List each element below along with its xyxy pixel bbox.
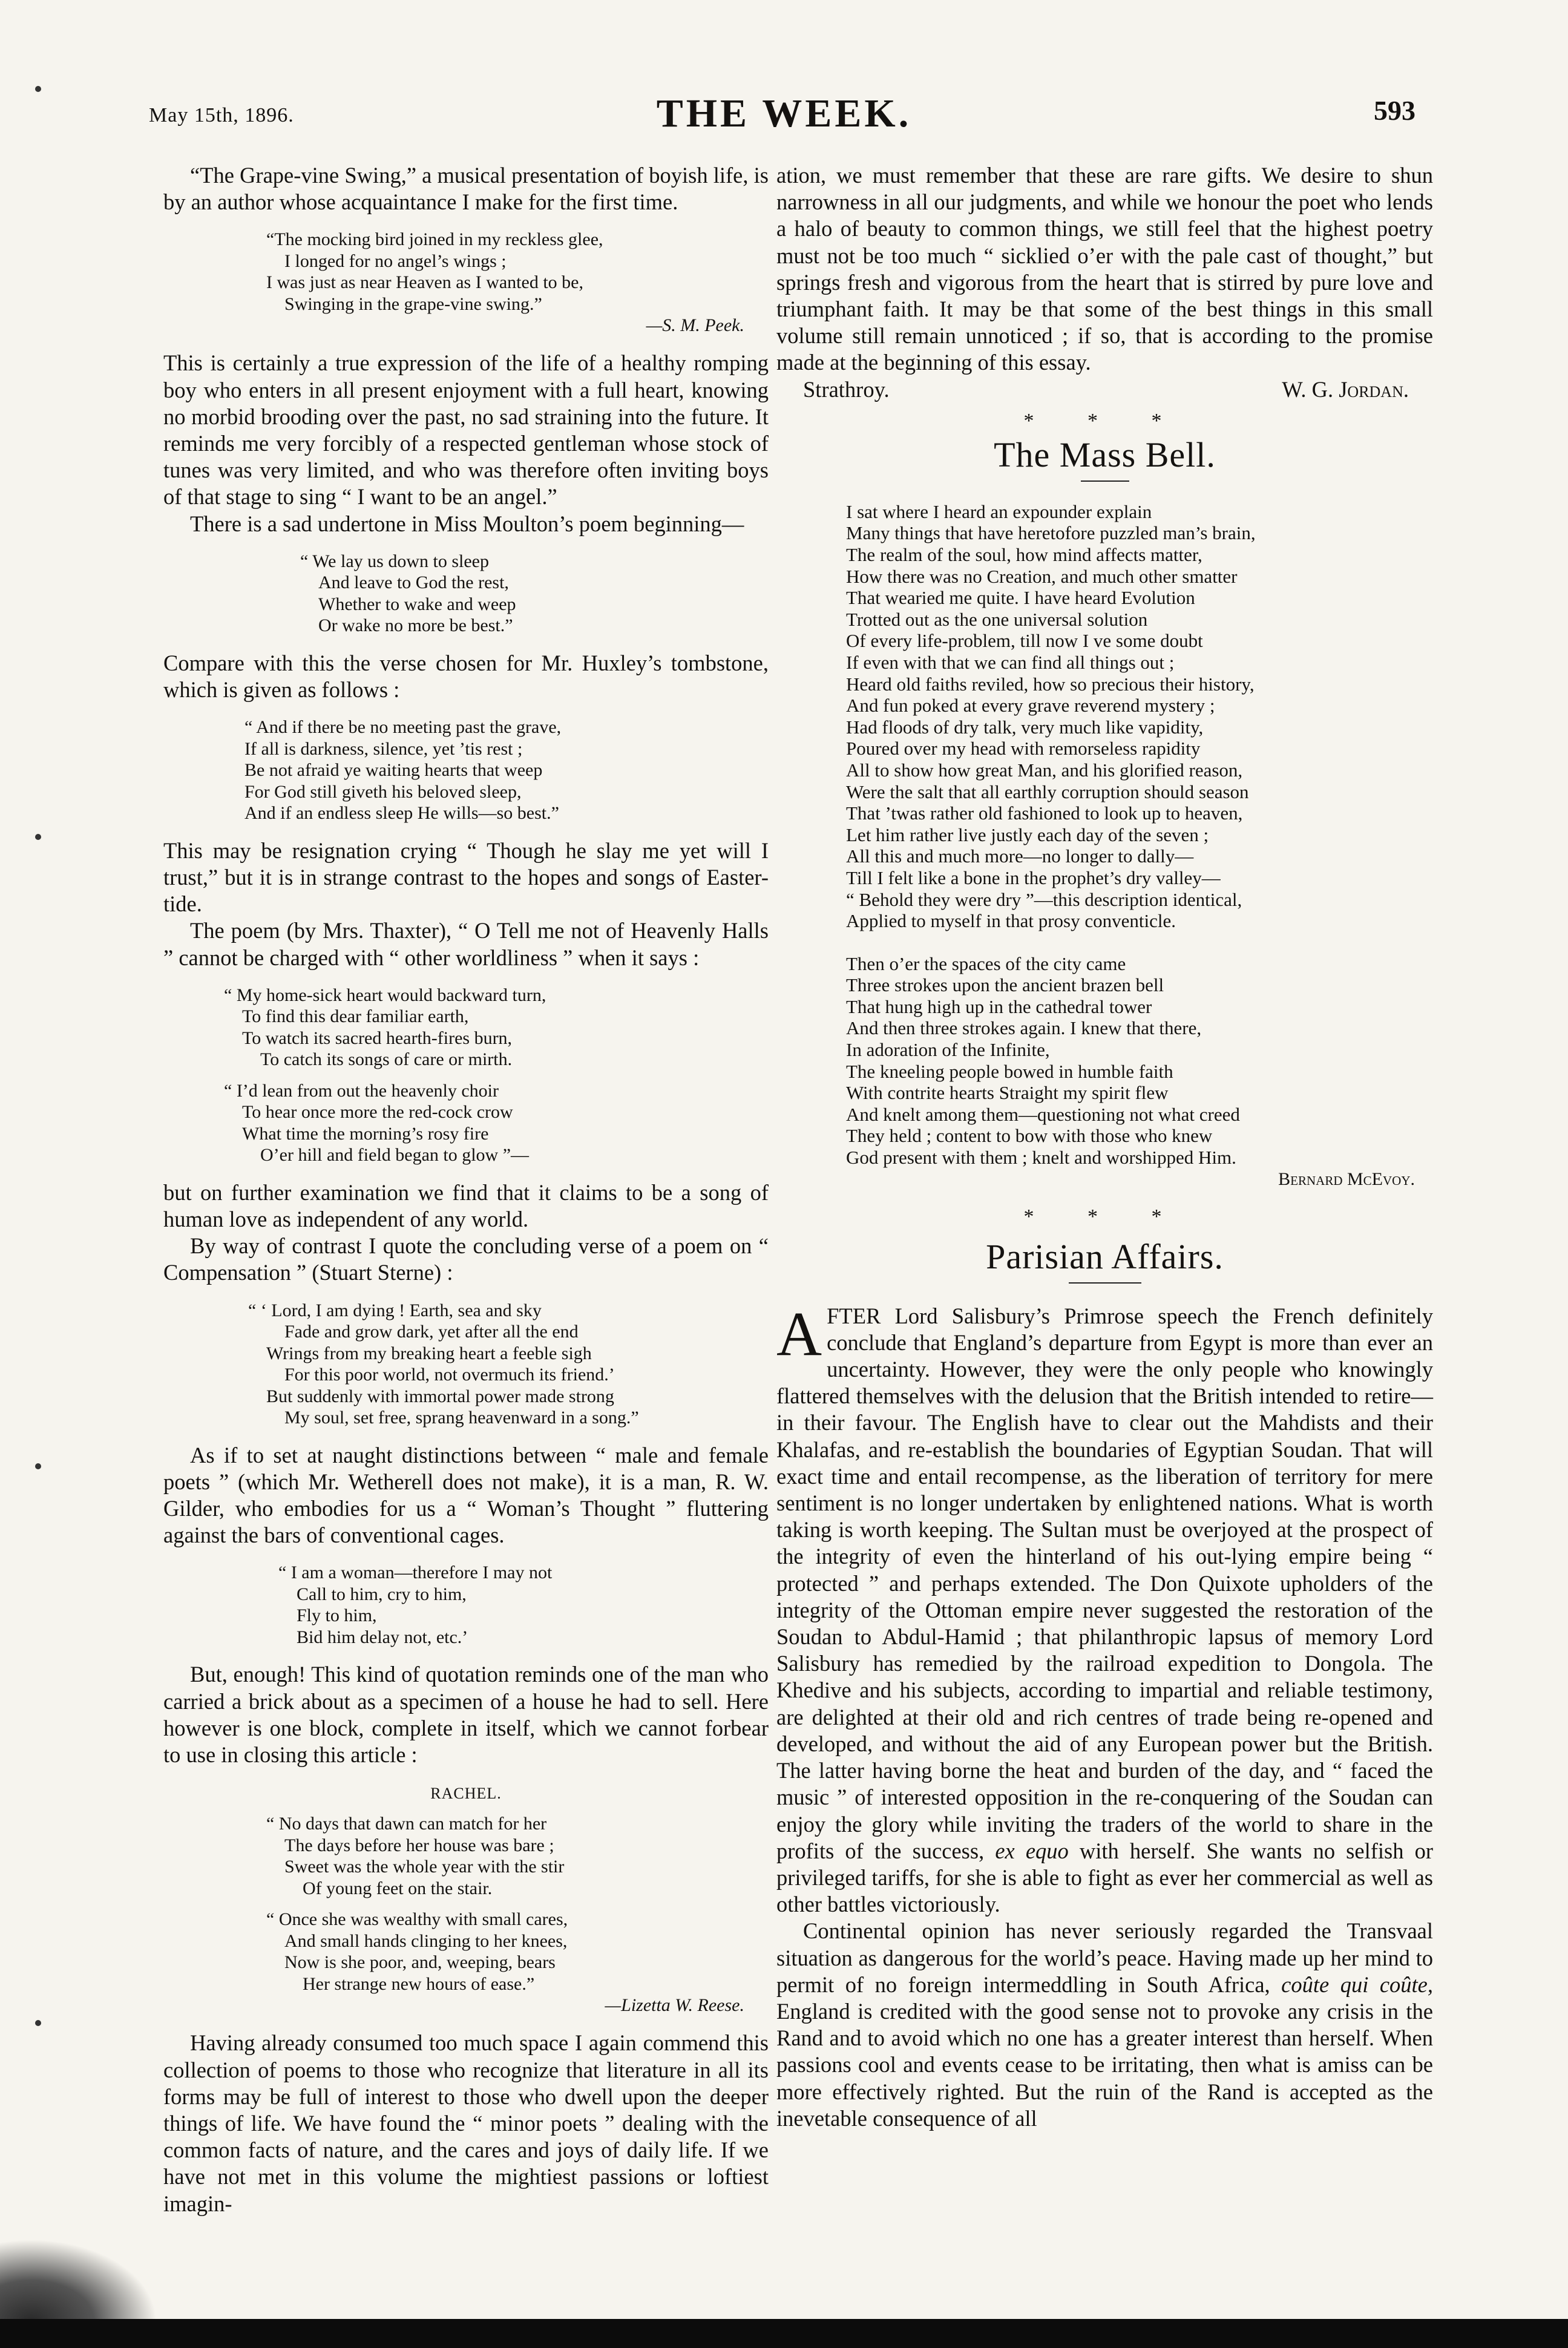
margin-speck <box>35 2020 41 2026</box>
left-column <box>163 162 769 2217</box>
margin-speck <box>35 1463 41 1469</box>
paragraph: ation, we must remember that these are rare gifts. We desire to shun narrowness in all our judgments, and while we honour the poet who lends a halo of beauty to common things, we still feel that the highest poetry must not be too much “ sicklied o’er with the pale cast of thought,” but springs fresh and vigorous from the heart that is stirred by pure love and triumphant faith. It may be that some of the best things in this small volume still remain unnoticed ; if so, that is according to the promise made at the beginning of this essay. <box>776 163 1433 375</box>
paragraph: Compare with this the verse chosen for Mr. Huxley’s tombstone, which is given as follows : <box>163 650 769 703</box>
poem-quote <box>163 717 769 824</box>
section-title: Parisian Affairs. <box>986 1236 1224 1276</box>
verse-line: Many things that have heretofore puzzled man’s brain, <box>846 522 1256 544</box>
verse-line: And then three strokes again. I knew that there, <box>846 1017 1202 1039</box>
page-number: 593 <box>1374 95 1415 126</box>
verse-line: “ My home-sick heart would backward turn, <box>224 985 546 1005</box>
margin-speck <box>35 86 41 92</box>
verse-line: I longed for no angel’s wings ; <box>284 251 507 271</box>
paragraph-emphasis: ex equo <box>995 1838 1069 1863</box>
verse-line: And knelt among them—questioning not what creed <box>846 1103 1240 1125</box>
verse-line: And if an endless sleep He wills—so best.” <box>244 803 559 824</box>
paragraph: but on further examination we find that it claims to be a song of human love as independent of any world. <box>163 1179 769 1231</box>
verse-line: My soul, set free, sprang heavenward in a song.” <box>284 1408 639 1428</box>
poem-quote <box>163 551 769 637</box>
paragraph: This is certainly a true expression of the life of a healthy romping boy who enters in all present enjoyment with a full heart, knowing no morbid brooding over the past, no sad straining into the future. It reminds me very forcibly of a respected gentleman whose stock of tunes was very limited, and who was therefore often inviting boys of that stage to sing “ I want to be an angel.” <box>163 350 769 510</box>
poem-quote <box>163 229 769 336</box>
scan-bottom-edge <box>0 2319 1568 2348</box>
verse-line: If all is darkness, silence, yet ’tis rest ; <box>244 738 523 759</box>
verse-line: “ Behold they were dry ”—this description identical, <box>846 888 1242 910</box>
paragraph: This may be resignation crying “ Though he slay me yet will I trust,” but it is in strange contrast to the hopes and songs of Easter-tide. <box>163 838 769 917</box>
paragraph <box>776 1918 1433 2132</box>
section-separator: * * * <box>1023 1205 1186 1228</box>
paragraph: By way of contrast I quote the concluding verse of a poem on “ Compensation ” (Stuart Sterne) : <box>163 1233 769 1285</box>
masthead-title: THE WEEK. <box>656 91 912 136</box>
poem-quote <box>163 1813 769 2016</box>
verse-line: To find this dear familiar earth, <box>242 1006 469 1027</box>
poem-quote <box>163 1562 769 1648</box>
verse-line: Then o’er the spaces of the city came <box>846 953 1126 974</box>
paragraph <box>776 1299 1433 1918</box>
title-rule <box>1081 480 1129 482</box>
torn-corner <box>0 2239 157 2330</box>
verse-line: “ We lay us down to sleep <box>300 551 489 571</box>
verse-line: Her strange new hours of ease.” <box>303 1973 535 1994</box>
page-header <box>0 91 1568 145</box>
verse-line: Had floods of dry talk, very much like vapidity, <box>846 716 1204 738</box>
paragraph-text: with herself. She wants no selfish or privileged tariffs, for she is able to fight as ever her commercial as well as other battles victoriously. <box>776 1838 1433 1917</box>
verse-line: If even with that we can find all things out ; <box>846 651 1175 673</box>
section-separator: * * * <box>1023 409 1186 432</box>
verse-line: Whether to wake and weep <box>318 594 516 614</box>
verse-line: “ And if there be no meeting past the grave, <box>244 717 562 738</box>
verse-line: Heard old faiths reviled, how so precious their history, <box>846 673 1255 695</box>
verse-line: Of young feet on the stair. <box>303 1878 493 1898</box>
verse-line: What time the morning’s rosy fire <box>242 1123 489 1144</box>
verse-line: O’er hill and field began to glow ”— <box>260 1145 530 1166</box>
poem-attribution: Bernard McEvoy. <box>1278 1169 1415 1189</box>
paragraph: “The Grape-vine Swing,” a musical presentation of boyish life, is by an author whose acquaintance I make for the first time. <box>163 163 769 215</box>
verse-line: To watch its sacred hearth-fires burn, <box>242 1028 513 1048</box>
verse-line: The kneeling people bowed in humble faith <box>846 1060 1173 1082</box>
verse-line: I was just as near Heaven as I wanted to be, <box>266 272 583 293</box>
verse-line: All to show how great Man, and his glorified reason, <box>846 759 1243 781</box>
verse-line: Let him rather live justly each day of the seven ; <box>846 824 1209 845</box>
verse-line: Wrings from my breaking heart a feeble sigh <box>266 1343 592 1363</box>
paragraph: But, enough! This kind of quotation reminds one of the man who carried a brick about as a specimen of a house he had to sell. Here however is one block, complete in itself, which we cannot forbear to use in closing this article : <box>163 1662 769 1767</box>
verse-line: How there was no Creation, and much other smatter <box>846 565 1238 587</box>
verse-line: Poured over my head with remorseless rapidity <box>846 738 1201 759</box>
paragraph-text: England is credited with the good sense not to provoke any crisis in the Rand and to avoid which no one has a greater interest than herself. When passions cool and events cease to be irritating, then what is amiss can be more effectively righted. But the ruin of the Rand is accepted as the inevetable consequence of all <box>776 1998 1433 2131</box>
verse-line: Or wake no more be best.” <box>318 615 513 636</box>
margin-speck <box>35 834 41 840</box>
verse-line: Be not afraid ye waiting hearts that weep <box>244 760 543 781</box>
article-signature <box>776 376 1433 403</box>
paragraph: The poem (by Mrs. Thaxter), “ O Tell me not of Heavenly Halls ” cannot be charged with “ other worldliness ” when it says : <box>163 918 769 970</box>
verse-line: “The mocking bird joined in my reckless glee, <box>266 229 603 250</box>
verse-line: Call to him, cry to him, <box>297 1584 467 1604</box>
paragraph-text: Continental opinion has never seriously regarded the Transvaal situation as dangerous for the world’s peace. Having made up her mind to permit of no foreign intermeddling in South Africa, <box>776 1918 1433 1997</box>
verse-line: And fun poked at every grave reverend mystery ; <box>846 695 1215 717</box>
verse-line: To catch its songs of care or mirth. <box>260 1049 513 1070</box>
verse-line: Three strokes upon the ancient brazen bell <box>846 974 1164 996</box>
verse-line: Of every life-problem, till now I ve some doubt <box>846 630 1203 652</box>
paragraph: Having already consumed too much space I again commend this collection of poems to those who recognize that literature in all its forms may be full of interest to those who dwell upon the deeper things of life. We have found the “ minor poets ” dealing with the common facts of nature, and the cares and joys of daily life. If we have not met in this volume the mightiest passions or loftiest imagin- <box>163 2030 769 2216</box>
poem-quote <box>163 1300 769 1429</box>
verse-line: But suddenly with immortal power made strong <box>266 1386 614 1406</box>
drop-cap: A <box>776 1299 822 1369</box>
paragraph-text: FTER Lord Salisbury’s Primrose speech the French definitely conclude that England’s departure from Egypt is more than ever an uncertainty. However, they were the only people who knowingly flattered themselves with the delusion that the British intended to retire—in their favour. The English have to clear out the Mahdists and their Khalafas, and re-establish the boundaries of Egyptian Soudan. That will exact time and entail recompense, as the liberation of territory for mere sentiment is no longer undertaken by enlightened nations. What is worth taking is worth keeping. The Sultan must be overjoyed at the prospect of the integrity of even the hinterland of his out-lying empire being “ protected ” and perhaps extended. The Don Quixote upholders of the integrity of the Ottoman empire never suggested the restoration of the Soudan to Abdul-Hamid ; that philanthropic lapsus of memory Lord Salisbury has remedied by the railroad expedition to Dongola. The Khedive and his subjects, according to impartial and reliable testimony, are delighted at their old and rich centres of trade being re-opened and developed, and without the aid of any European power but the British. The latter having borne the heat and burden of the day, and “ faced the music ” of interested opposition in the re-conquering of the Soudan can enjoy the glory while inviting the traders of the world to share in the profits of the success, <box>776 1303 1433 1863</box>
verse-line: God present with them ; knelt and worshipped Him. <box>846 1147 1236 1169</box>
issue-date: May 15th, 1896. <box>149 104 294 126</box>
paragraph: There is a sad undertone in Miss Moulton’s poem beginning— <box>190 511 744 536</box>
verse-line: Trotted out as the one universal solution <box>846 608 1148 630</box>
verse-line: Till I felt like a bone in the prophet’s dry valley— <box>846 867 1221 888</box>
quote-attribution: —Lizetta W. Reese. <box>605 1995 744 2016</box>
verse-line: And small hands clinging to her knees, <box>284 1930 568 1951</box>
poem-mass-bell <box>776 501 1433 1169</box>
verse-line: The days before her house was bare ; <box>284 1835 554 1855</box>
poem-title: RACHEL. <box>430 1785 502 1803</box>
verse-line: Sweet was the whole year with the stir <box>284 1857 565 1877</box>
verse-line: The realm of the soul, how mind affects matter, <box>846 544 1202 566</box>
verse-line: To hear once more the red-cock crow <box>242 1102 513 1123</box>
verse-line: For God still giveth his beloved sleep, <box>244 781 522 802</box>
signature-author: W. G. Jordan. <box>1282 376 1409 402</box>
right-column <box>776 162 1433 2132</box>
verse-line: Applied to myself in that prosy conventicle. <box>846 910 1176 932</box>
verse-line: All this and much more—no longer to dally— <box>846 845 1194 867</box>
verse-line: “ I’d lean from out the heavenly choir <box>224 1080 499 1101</box>
section-title: The Mass Bell. <box>994 435 1216 474</box>
verse-line: Bid him delay not, etc.’ <box>297 1627 468 1647</box>
title-rule <box>1069 1282 1141 1284</box>
quote-attribution: —S. M. Peek. <box>646 315 744 336</box>
verse-line: That hung high up in the cathedral tower <box>846 995 1152 1017</box>
verse-line: “ ‘ Lord, I am dying ! Earth, sea and sky <box>248 1300 542 1320</box>
verse-line: Now is she poor, and, weeping, bears <box>284 1952 556 1973</box>
signature-place: Strathroy. <box>803 376 890 402</box>
verse-line: With contrite hearts Straight my spirit flew <box>846 1082 1169 1104</box>
verse-line: Were the salt that all earthly corruption should season <box>846 781 1249 802</box>
verse-line: For this poor world, not overmuch its friend.’ <box>284 1365 615 1385</box>
paragraph-emphasis: coûte qui coûte, <box>1281 1972 1433 1997</box>
verse-line: And leave to God the rest, <box>318 572 509 593</box>
verse-line: Fade and grow dark, yet after all the end <box>284 1322 579 1342</box>
verse-line: Swinging in the grape-vine swing.” <box>284 294 542 314</box>
verse-line: I sat where I heard an expounder explain <box>846 500 1152 522</box>
verse-line: They held ; content to bow with those who knew <box>846 1125 1213 1147</box>
verse-line: “ Once she was wealthy with small cares, <box>266 1909 568 1930</box>
verse-line: In adoration of the Infinite, <box>846 1039 1050 1061</box>
poem-quote <box>163 985 769 1166</box>
paragraph: As if to set at naught distinctions between “ male and female poets ” (which Mr. Wetherell does not make), it is a man, R. W. Gilder, who embodies for us a “ Woman’s Thought ” fluttering against the bars of conventional cages. <box>163 1442 769 1548</box>
verse-line: That ’twas rather old fashioned to look up to heaven, <box>846 802 1243 824</box>
verse-line: That wearied me quite. I have heard Evolution <box>846 587 1195 609</box>
verse-line: “ I am a woman—therefore I may not <box>278 1563 553 1583</box>
verse-line: Fly to him, <box>297 1605 377 1626</box>
verse-line: “ No days that dawn can match for her <box>266 1814 547 1834</box>
